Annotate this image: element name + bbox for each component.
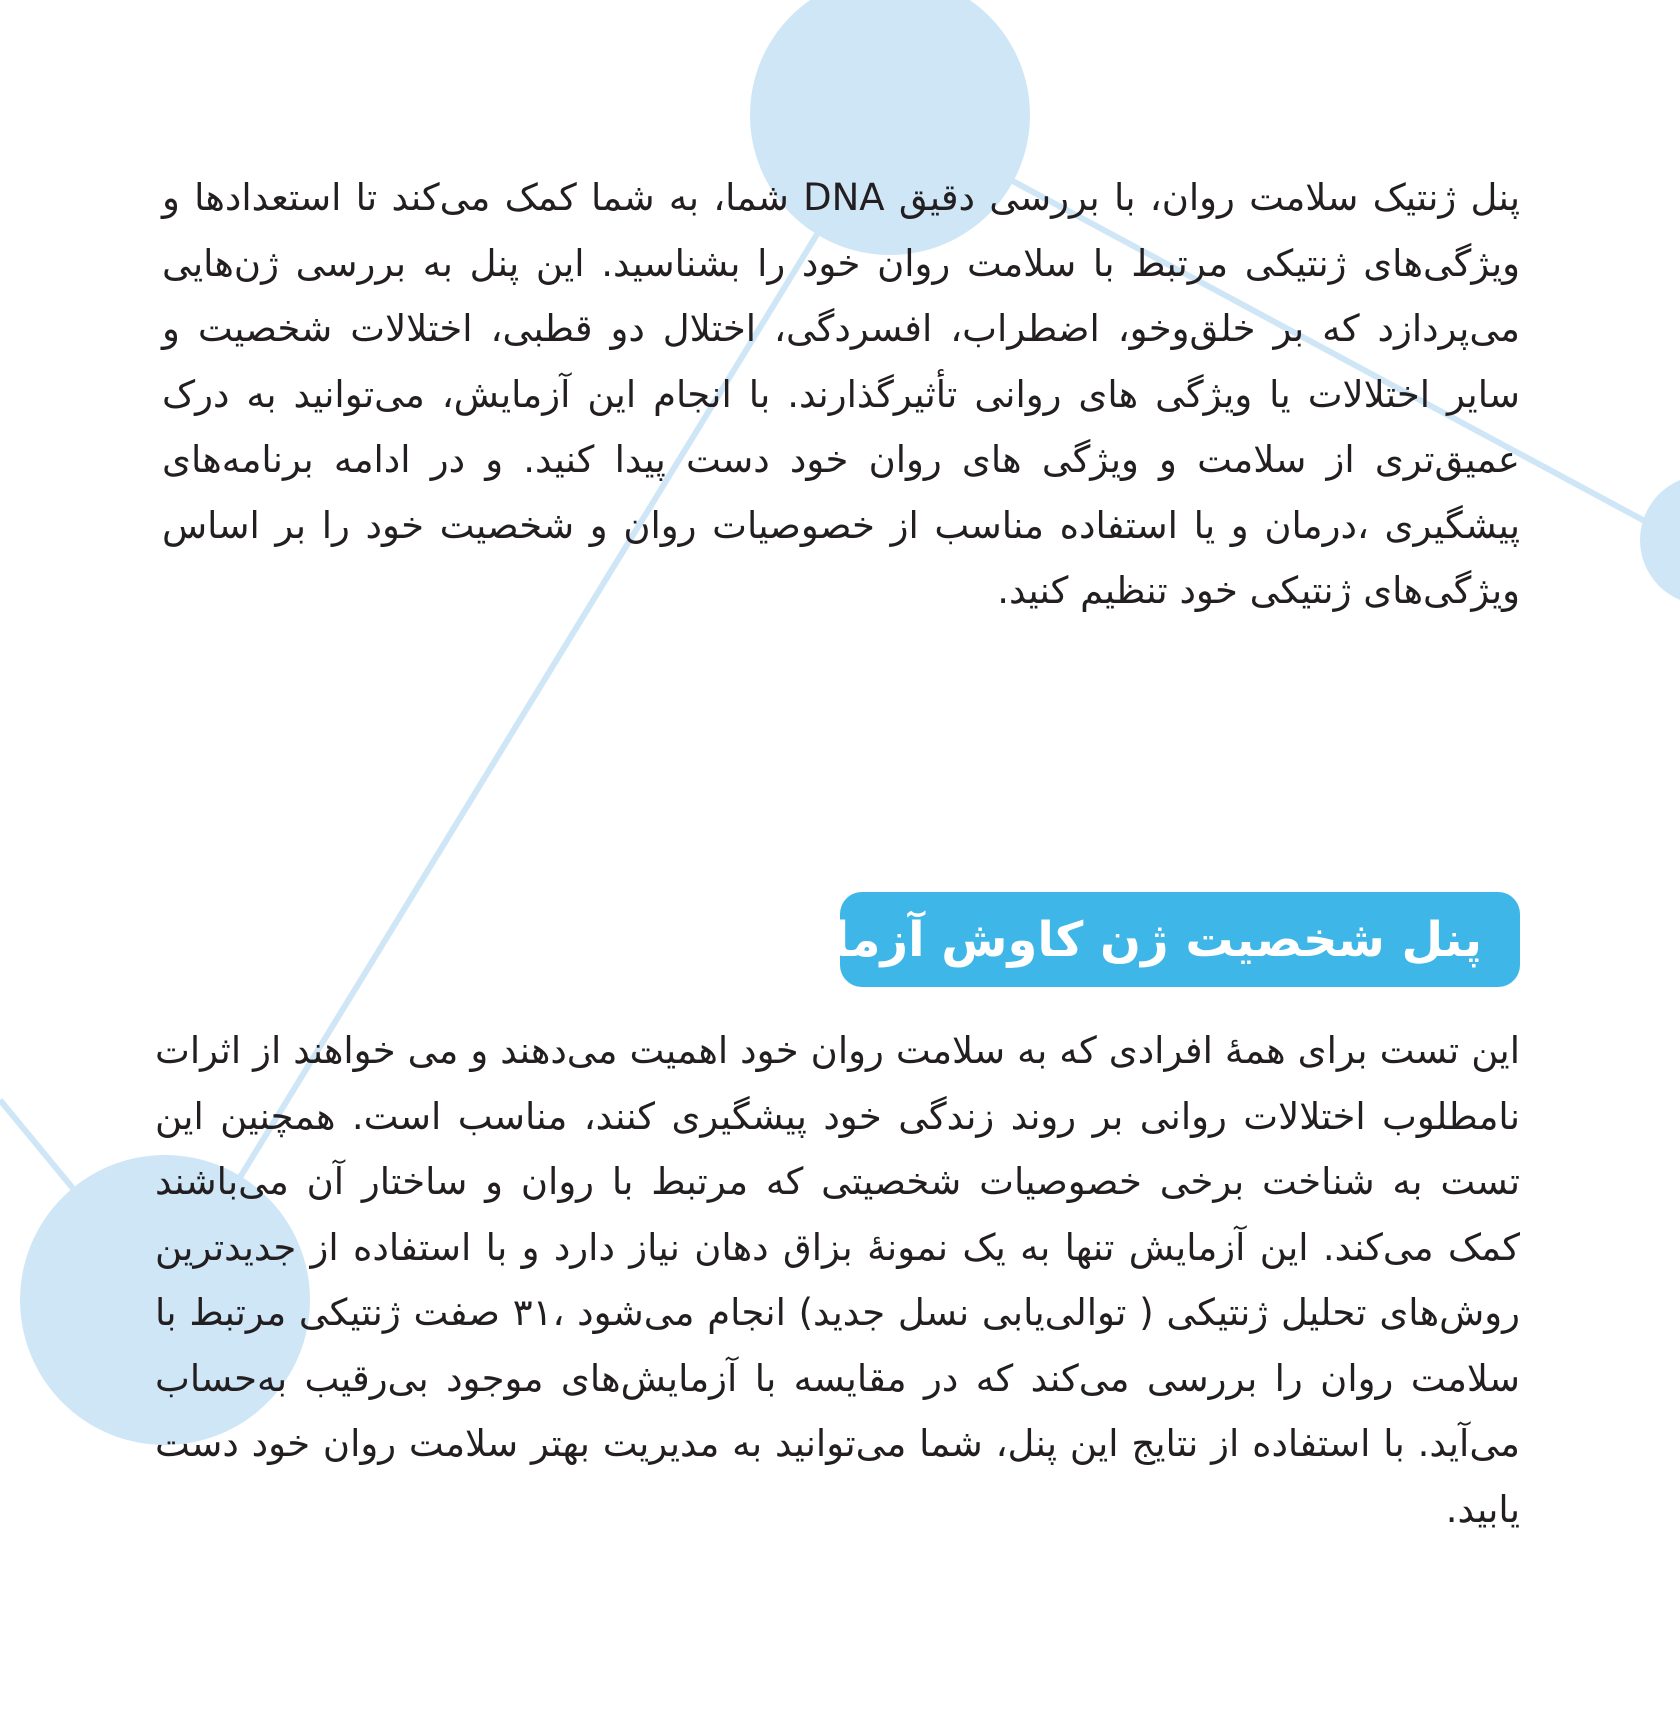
intro-paragraph: پنل ژنتیک سلامت روان، با بررسی دقیق DNA شما، به شما کمک می‌کند تا استعدادها و ویژگی‌های ژنتیکی مرتبط با سلامت روان خود را بشناسید. این پنل به بررسی ژن‌هایی می‌پردازد که بر خلق‌وخو، اضطراب، افسردگی، اختلال دو قطبی، اختلالات شخصیت و سایر اختلالات یا ویژگی های روانی تأثیرگذارند. با انجام این آزمایش، می‌توانید به درک عمیق‌تری از سلامت و ویژگی های روان خود دست پیدا کنید. و در ادامه برنامه‌های پیشگیری ،درمان و یا استفاده مناسب از خصوصیات روان و شخصیت خود را بر اساس ویژگی‌های ژنتیکی خود تنظیم کنید. [162, 176, 1520, 612]
molecule-node-right [1640, 475, 1680, 605]
section-heading-badge [832, 892, 1520, 987]
section-heading: پنل شخصیت ژن کاوش آزما [832, 911, 1482, 968]
section-paragraph: این تست برای همهٔ افرادی که به سلامت روان خود اهمیت می‌دهند و می خواهند از اثرات نامطلوب اختلالات روانی بر روند زندگی خود پیشگیری کنند، مناسب است. همچنین این تست به شناخت برخی خصوصیات شخصیتی که مرتبط با روان و ساختار آن می‌باشند کمک می‌کند. این آزمایش تنها به یک نمونهٔ بزاق دهان نیاز دارد و با استفاده از جدیدترین روش‌های تحلیل ژنتیکی ( توالی‌یابی نسل جدید) انجام می‌شود ،۳۱ صفت ژنتیکی مرتبط با سلامت روان را بررسی می‌کند که در مقایسه با آزمایش‌های موجود بی‌رقیب به‌حساب می‌آید. با استفاده از نتایج این پنل، شما می‌توانید به مدیریت بهتر سلامت روان خود دست یابید. [155, 1029, 1520, 1531]
